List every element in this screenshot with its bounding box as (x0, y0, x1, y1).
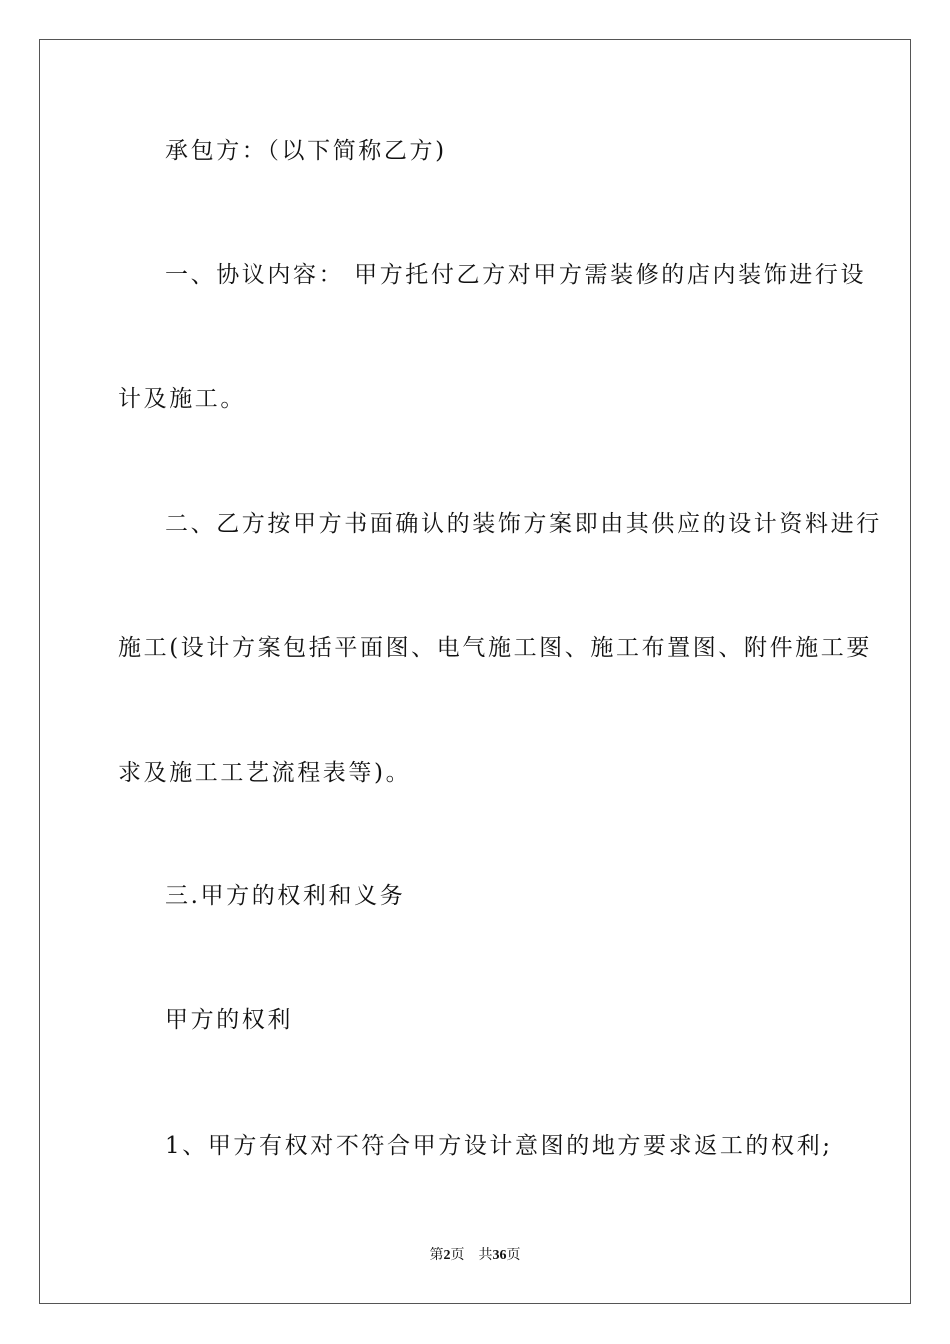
paragraph-agreement-content: 一、协议内容： 甲方托付乙方对甲方需装修的店内装饰进行设 (165, 262, 867, 288)
section-heading-party-a-rights-duties: 三.甲方的权利和义务 (165, 883, 406, 909)
paragraph-construction-cont-2: 求及施工工艺流程表等)。 (118, 760, 412, 786)
footer-page-number: 2 (443, 1248, 451, 1263)
page-footer (0, 1247, 950, 1265)
list-item-rework-right: 1、甲方有权对不符合甲方设计意图的地方要求返工的权利; (165, 1133, 833, 1159)
paragraph-construction: 二、乙方按甲方书面确认的装饰方案即由其供应的设计资料进行 (165, 511, 882, 537)
paragraph-contractor: 承包方：（以下简称乙方) (165, 138, 447, 164)
footer-page-suffix: 页 (450, 1248, 465, 1263)
subheading-party-a-rights: 甲方的权利 (165, 1007, 293, 1033)
paragraph-agreement-content-cont: 计及施工。 (118, 386, 246, 412)
page-border (39, 39, 911, 1304)
paragraph-construction-cont-1: 施工(设计方案包括平面图、电气施工图、施工布置图、附件施工要 (118, 635, 872, 661)
footer-total-prefix: 共 (478, 1248, 493, 1263)
footer-total-pages: 36 (492, 1248, 507, 1263)
footer-page-prefix: 第 (429, 1248, 444, 1263)
footer-total-suffix: 页 (506, 1248, 521, 1263)
